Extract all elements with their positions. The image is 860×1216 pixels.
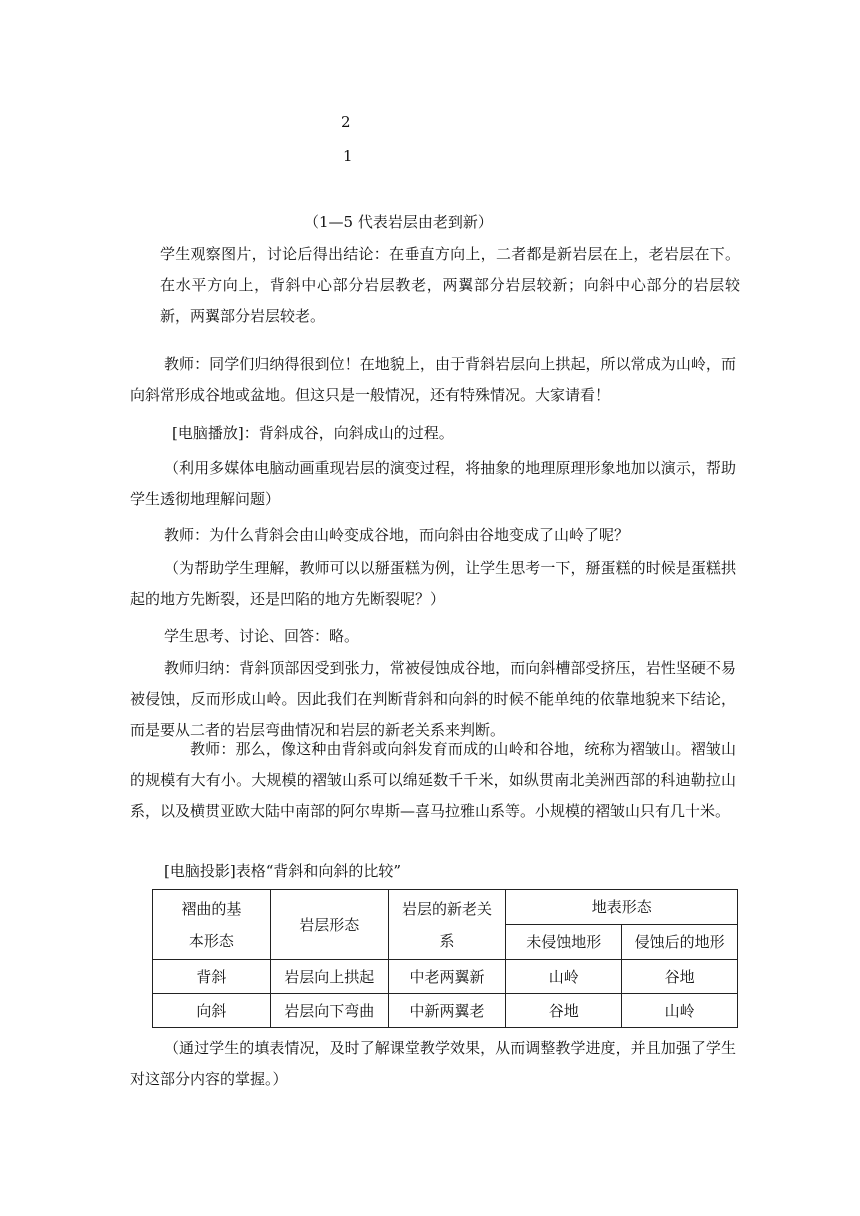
header-rock-age-line1: 岩层的新老关 — [401, 899, 492, 918]
figure-caption: （1—5 代表岩层由老到新） — [304, 213, 493, 231]
cell-type: 背斜 — [153, 960, 271, 994]
cell-type: 向斜 — [153, 994, 271, 1028]
cell-uneroded: 谷地 — [506, 994, 622, 1028]
paragraph-projection: [电脑投影]表格“背斜和向斜的比较” — [164, 862, 402, 880]
header-basic-form — [153, 890, 271, 960]
paragraph-teacher-landform: 教师：同学们归纳得很到位！在地貌上，由于背斜岩层向上拱起，所以常成为山岭，而向斜常形成谷地或盆地。但这只是一般情况，还有特殊情况。大家请看！ — [130, 355, 736, 404]
paragraph-observation: 学生观察图片，讨论后得出结论：在垂直方向上，二者都是新岩层在上，老岩层在下。在水平方向上，背斜中心部分岩层教老，两翼部分岩层较新；向斜中心部分的岩层较新，两翼部分岩层较老。 — [160, 245, 740, 325]
paragraph-teacher-question: 教师：为什么背斜会由山岭变成谷地，而向斜由谷地变成了山岭了呢？ — [164, 526, 630, 544]
paragraph-feedback: （通过学生的填表情况，及时了解课堂教学效果，从而调整教学进度，并且加强了学生对这部分内容的掌握。） — [130, 1039, 736, 1088]
header-eroded: 侵蚀后的地形 — [622, 925, 738, 960]
header-rock-shape: 岩层形态 — [270, 890, 388, 960]
paragraph-fold-mountains: 教师：那么，像这种由背斜或向斜发育而成的山岭和谷地，统称为褶皱山。褶皱山的规模有大有小。大规模的褶皱山系可以绵延数千千米，如纵贯南北美洲西部的科迪勒拉山系，以及横贯亚欧大陆中南部的阿尔卑斯—喜马拉雅山系等。小规模的褶皱山只有几十米。 — [130, 740, 736, 820]
header-uneroded: 未侵蚀地形 — [506, 925, 622, 960]
cell-eroded: 谷地 — [622, 960, 738, 994]
cell-age: 中新两翼老 — [388, 994, 506, 1028]
cell-age: 中老两翼新 — [388, 960, 506, 994]
paragraph-student-answer: 学生思考、讨论、回答：略。 — [164, 627, 360, 645]
paragraph-computer-play: [电脑播放]：背斜成谷，向斜成山的过程。 — [172, 424, 454, 442]
cell-shape: 岩层向上拱起 — [270, 960, 388, 994]
paragraph-multimedia-note: （利用多媒体电脑动画重现岩层的演变过程，将抽象的地理原理形象地加以演示，帮助学生透彻地理解问题） — [130, 459, 736, 508]
table-row — [153, 960, 738, 994]
header-surface-form: 地表形态 — [506, 890, 738, 925]
header-rock-age-line2: 系 — [439, 931, 455, 950]
comparison-table — [152, 889, 738, 1028]
header-basic-form-line2: 本形态 — [188, 931, 234, 950]
header-rock-age — [388, 890, 506, 960]
paragraph-teacher-summary: 教师归纳：背斜顶部因受到张力，常被侵蚀成谷地，而向斜槽部受挤压，岩性坚硬不易被侵蚀，反而形成山岭。因此我们在判断背斜和向斜的时候不能单纯的依靠地貌来下结论，而是要从二者的岩层弯曲情况和岩层的新老关系来判断。 — [130, 659, 736, 739]
table-row — [153, 994, 738, 1028]
paragraph-cake-analogy: （为帮助学生理解，教师可以以掰蛋糕为例，让学生思考一下，掰蛋糕的时候是蛋糕拱起的地方先断裂，还是凹陷的地方先断裂呢？） — [130, 559, 736, 608]
header-basic-form-line1: 褶曲的基 — [181, 899, 242, 918]
cell-uneroded: 山岭 — [506, 960, 622, 994]
figure-label-1: 1 — [343, 147, 353, 165]
cell-shape: 岩层向下弯曲 — [270, 994, 388, 1028]
cell-eroded: 山岭 — [622, 994, 738, 1028]
figure-label-2: 2 — [341, 113, 351, 131]
